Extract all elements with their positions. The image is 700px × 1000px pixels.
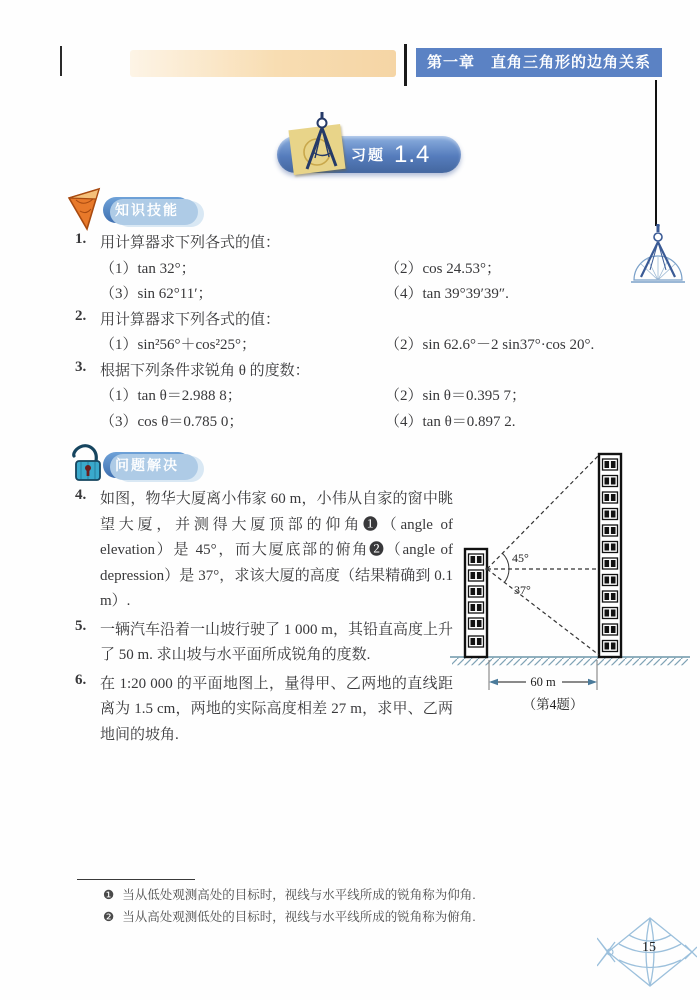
problem-part: （3）sin 62°11′； xyxy=(100,286,213,302)
problem-number: 1. xyxy=(75,231,87,247)
problem-parts-line xyxy=(75,384,675,410)
distance-label: 60 m xyxy=(530,675,556,689)
footnote-text: 当从高处观测低处的目标时，视线与水平线所成的锐角称为俯角. xyxy=(122,910,476,924)
problem-part: （1）sin²56°＋cos²25°； xyxy=(100,337,256,353)
problem-number: 4. xyxy=(75,487,87,503)
problem-part: （2）sin 62.6°－2 sin37°·cos 20°. xyxy=(385,337,595,353)
angle-arc-top xyxy=(502,553,509,569)
knowledge-problems xyxy=(75,231,675,435)
decorative-peach-bar xyxy=(130,50,396,77)
problem4-figure xyxy=(450,442,690,717)
problem-number: 5. xyxy=(75,617,87,634)
angle-arc-bottom xyxy=(504,569,509,582)
problem-stem-line xyxy=(75,359,675,385)
problem-stem-line xyxy=(75,231,675,257)
problem-stem: 用计算器求下列各式的值： xyxy=(100,235,281,251)
cone-icon xyxy=(66,185,104,233)
problem-parts-line xyxy=(75,257,675,283)
problem-part: （3）cos θ＝0.785 0； xyxy=(100,413,244,430)
trim-mark xyxy=(60,46,62,76)
exercise-number: 1.4 xyxy=(394,140,431,168)
problem-text: 如图，物华大厦离小伟家 60 m，小伟从自家的窗中眺望大厦，并测得大厦顶部的仰角❶（angle of elevation）是 45°，而大厦底部的俯角❷（angle of depression）是 37°，求该大厦的高度（结果精确到 0.1 m）. xyxy=(100,491,453,609)
problem-part: （1）tan 32°； xyxy=(100,260,196,277)
observation-point xyxy=(485,567,488,570)
exercise-label: 习题 xyxy=(351,147,386,164)
problem-item xyxy=(75,672,453,749)
problem-item xyxy=(75,618,453,669)
problem-item xyxy=(75,487,453,615)
section-badge-knowledge: 知识技能 xyxy=(103,197,191,223)
page-number: 15 xyxy=(642,940,656,955)
charm-string xyxy=(655,80,657,226)
chapter-banner: 第一章 直角三角形的边角关系 xyxy=(416,48,662,77)
problem-number: 2. xyxy=(75,307,87,324)
problem-stem: 根据下列条件求锐角 θ 的度数： xyxy=(100,362,310,379)
problem-part: （4）tan 39°39′39″. xyxy=(385,286,509,302)
compass-icon xyxy=(295,112,349,174)
section-badge-solving: 问题解决 xyxy=(103,452,191,478)
problem-part: （1）tan θ＝2.988 8； xyxy=(100,388,242,404)
problem-parts-line xyxy=(75,282,675,308)
right-building xyxy=(599,454,621,657)
problem-parts-line xyxy=(75,333,675,359)
footnote xyxy=(103,886,543,905)
problem-part: （2）sin θ＝0.395 7； xyxy=(385,388,526,404)
problem-text: 一辆汽车沿着一山坡行驶了 1 000 m，其铅直高度上升了 50 m. 求山坡与水平面所成锐角的度数. xyxy=(100,621,453,663)
problem-part: （2）cos 24.53°； xyxy=(385,260,501,277)
footnote-marker: ❶ xyxy=(103,888,115,902)
problem-number: 6. xyxy=(75,671,87,688)
problem-parts-line xyxy=(75,410,675,436)
problem-part: （4）tan θ＝0.897 2. xyxy=(385,413,516,430)
footnote-text: 当从低处观测高处的目标时，视线与水平线所成的锐角称为仰角. xyxy=(122,888,476,902)
angle-label-top: 45° xyxy=(512,551,529,565)
problem-stem: 用计算器求下列各式的值： xyxy=(100,311,281,328)
left-building xyxy=(465,549,487,657)
solving-problems xyxy=(75,487,453,751)
header-divider xyxy=(404,44,407,86)
ground-hatching xyxy=(452,658,688,666)
fish-icon xyxy=(597,913,697,993)
problem-number: 3. xyxy=(75,358,87,375)
footnote xyxy=(103,908,543,927)
open-padlock-icon xyxy=(68,441,104,483)
angle-label-bottom: 37° xyxy=(514,583,531,597)
problem-text: 在 1:20 000 的平面地图上，量得甲、乙两地的直线距离为 1.5 cm，两地的实际高度相差 27 m，求甲、乙两地间的坡角. xyxy=(100,675,453,743)
problem-stem-line xyxy=(75,308,675,334)
footnote-rule xyxy=(77,879,195,880)
figure-caption: （第4题） xyxy=(522,697,584,712)
footnote-marker: ❷ xyxy=(103,910,115,924)
